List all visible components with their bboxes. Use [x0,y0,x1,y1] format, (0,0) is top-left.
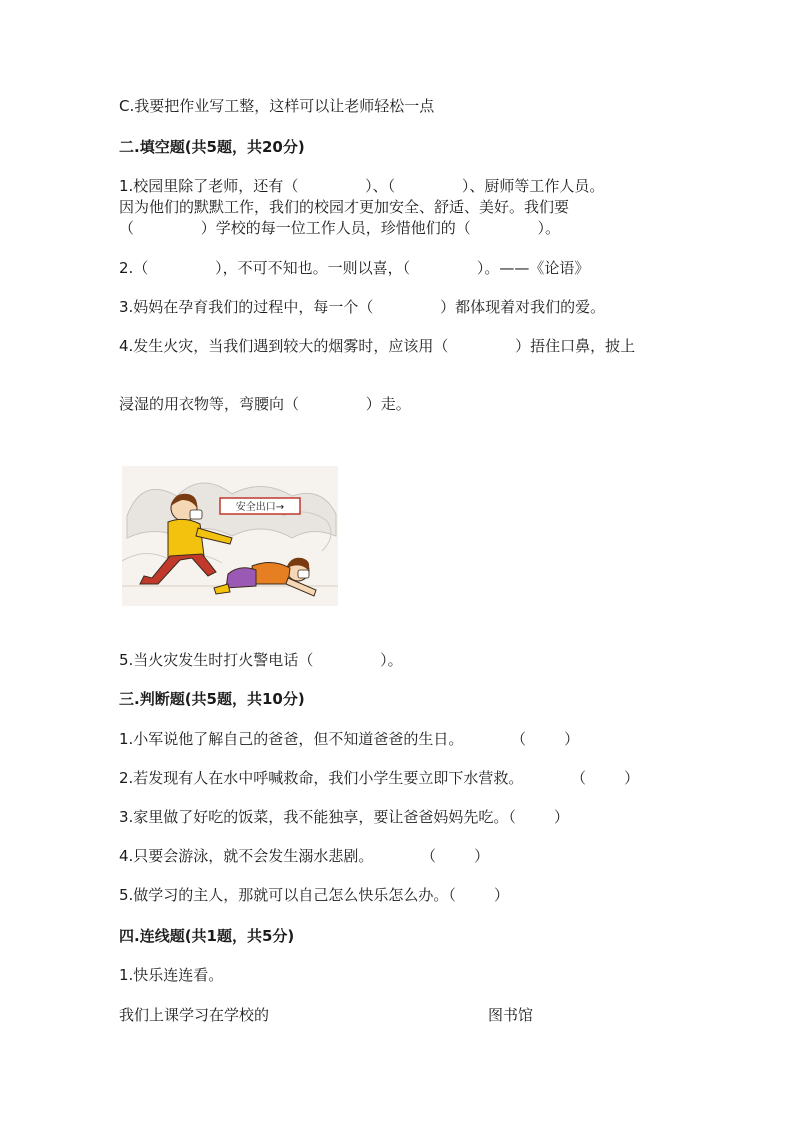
judge-q5: 5.做学习的主人，那就可以自己怎么快乐怎么办。（ ） [119,886,509,904]
girl-mask [298,570,309,578]
judge-q4: 4.只要会游泳，就不会发生溺水悲剧。 （ ） [119,847,490,865]
judge-q1: 1.小军说他了解自己的爸爸，但不知道爸爸的生日。 （ ） [119,730,580,748]
fill-q2: 2.（ ），不可不知也。一则以喜，（ ）。——《论语》 [119,259,590,277]
boy-mask [190,510,202,519]
match-left-item: 我们上课学习在学校的 [119,1006,270,1024]
match-q1: 1.快乐连连看。 [119,966,224,984]
fill-q5: 5.当火灾发生时打火警电话（ ）。 [119,651,403,669]
girl-shirt [252,562,290,584]
option-c: C.我要把作业写工整，这样可以让老师轻松一点 [119,97,435,115]
judge-q3: 3.家里做了好吃的饭菜，我不能独享，要让爸爸妈妈先吃。（ ） [119,808,569,826]
fill-q3: 3.妈妈在孕育我们的过程中，每一个（ ）都体现着对我们的爱。 [119,298,606,316]
fill-q4-line2: 浸湿的用衣物等，弯腰向（ ）走。 [119,395,411,413]
section-3-heading: 三.判断题(共5题，共10分) [119,690,305,708]
judge-q2: 2.若发现有人在水中呼喊救命，我们小学生要立即下水营救。 （ ） [119,769,640,787]
section-2-heading: 二.填空题(共5题，共20分) [119,138,305,156]
fill-q4-line1: 4.发生火灾，当我们遇到较大的烟雾时，应该用（ ）捂住口鼻，披上 [119,337,636,355]
match-right-item: 图书馆 [488,1006,534,1024]
exit-sign-text: 安全出口→ [235,502,285,513]
fill-q1-line3: （ ）学校的每一位工作人员，珍惜他们的（ ）。 [119,219,561,237]
fill-q1-line1: 1.校园里除了老师，还有（ ）、（ ）、厨师等工作人员。 [119,177,605,195]
section-4-heading: 四.连线题(共1题，共5分) [119,927,295,945]
fire-escape-illustration [122,466,338,606]
fill-q1-line2: 因为他们的默默工作，我们的校园才更加安全、舒适、美好。我们要 [119,198,570,216]
boy-shirt [168,519,204,558]
